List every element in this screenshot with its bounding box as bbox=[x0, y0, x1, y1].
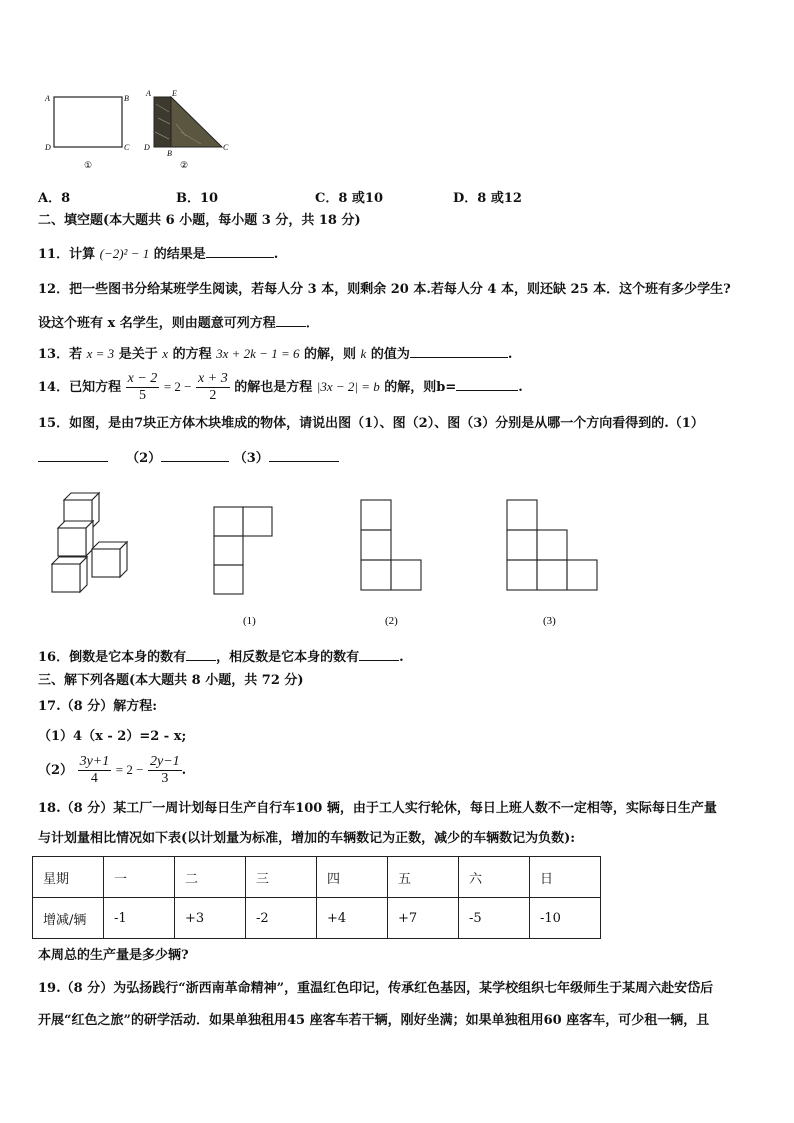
table-row bbox=[33, 898, 601, 939]
question-13: 13．若 x = 3 是关于 x 的方程 3x + 2k − 1 = 6 的解，则 k 的值为 . bbox=[38, 343, 512, 364]
table-cell: 六 bbox=[459, 857, 530, 898]
q13-post2: 的值为 bbox=[370, 347, 410, 362]
view-2-figure bbox=[361, 500, 421, 590]
label-E2: E bbox=[172, 89, 177, 98]
view-1-figure bbox=[214, 507, 272, 594]
figure-rectangle bbox=[44, 94, 130, 170]
label-D2: D bbox=[144, 143, 150, 152]
label-A2: A bbox=[146, 89, 151, 98]
q16-part-b: ，相反数是它本身的数有 bbox=[216, 650, 360, 665]
table-cell: 三 bbox=[246, 857, 317, 898]
q15-blank-3[interactable] bbox=[269, 447, 339, 462]
question-17-part-2: （2） $\frac{3y+1}{4}$ = 2 − $\frac{2y-1}{3}$ . bbox=[38, 754, 187, 786]
q14-fraction-1: $\frac{x - 2}{5}$ bbox=[127, 371, 158, 403]
view-caption-1: (1) bbox=[243, 615, 256, 627]
q14-fraction-2: $\frac{x + 3}{2}$ bbox=[198, 371, 228, 403]
table-cell: -10 bbox=[530, 898, 601, 939]
q12-answer-blank[interactable] bbox=[276, 312, 306, 327]
view-caption-2: (2) bbox=[385, 615, 398, 627]
q13-equation: 3x + 2k − 1 = 6 bbox=[216, 346, 300, 361]
q14-abs-equation: |3x − 2| = b bbox=[316, 379, 380, 394]
q15-blank-2[interactable] bbox=[161, 447, 229, 462]
q15-blank-1[interactable] bbox=[38, 447, 108, 462]
table-cell: 增减/辆 bbox=[33, 898, 104, 939]
figure-caption-2: ② bbox=[180, 160, 189, 170]
q16-part-a: 16．倒数是它本身的数有 bbox=[38, 650, 187, 665]
q13-variable: x bbox=[162, 346, 169, 361]
question-14: 14．已知方程 $\frac{x - 2}{5}$ = 2 − $\frac{x + 3}{2}$ 的解也是方程 |3x − 2| = b 的解，则b= . bbox=[38, 371, 523, 403]
table-cell: 五 bbox=[388, 857, 459, 898]
q15-label-3: （3） bbox=[233, 451, 269, 466]
q12-prompt: 设这个班有 x 名学生，则由题意可列方程 bbox=[38, 316, 276, 331]
section-solve-heading: 三、解下列各题(本大题共 8 小题，共 72 分) bbox=[38, 673, 304, 688]
q17-part2-prefix: （2） bbox=[38, 763, 74, 778]
q13-answer-blank[interactable] bbox=[410, 343, 508, 358]
question-17-title: 17.（8 分）解方程: bbox=[38, 699, 157, 714]
question-12-line2: 设这个班有 x 名学生，则由题意可列方程 ． bbox=[38, 312, 319, 333]
q14-post: 的解，则b= bbox=[384, 380, 457, 395]
question-11: 11．计算 (−2)² − 1 的结果是 . bbox=[38, 243, 278, 264]
label-B1: B bbox=[124, 94, 129, 103]
option-c: C．8 或10 bbox=[315, 191, 384, 206]
q17-fraction-2: $\frac{2y-1}{3}$ bbox=[149, 754, 180, 786]
table-row bbox=[33, 857, 601, 898]
table-cell: 四 bbox=[317, 857, 388, 898]
question-16: 16．倒数是它本身的数有 ，相反数是它本身的数有 . bbox=[38, 646, 404, 667]
table-cell: +3 bbox=[175, 898, 246, 939]
label-C2: C bbox=[223, 143, 229, 152]
option-a: A．8 bbox=[38, 191, 71, 206]
question-18-ask: 本周总的生产量是多少辆? bbox=[38, 948, 189, 963]
view-caption-3: (3) bbox=[543, 615, 556, 627]
q17-fraction-1: $\frac{3y+1}{4}$ bbox=[79, 754, 110, 786]
option-d: D．8 或12 bbox=[453, 191, 522, 206]
production-table bbox=[32, 856, 601, 939]
q14-mid: 的解也是方程 bbox=[234, 380, 313, 395]
top-figures bbox=[36, 84, 246, 180]
label-D1: D bbox=[45, 143, 51, 152]
question-15-line1: 15．如图，是由7块正方体木块堆成的物体，请说出图（1）、图（2）、图（3）分别是从哪一个方向看得到的.（1） bbox=[38, 416, 704, 431]
figure-folded bbox=[143, 89, 229, 170]
table-cell: +4 bbox=[317, 898, 388, 939]
view-3-figure bbox=[507, 500, 597, 590]
question-18-line1: 18.（8 分）某工厂一周计划每日生产自行车100 辆，由于工人实行轮休，每日上班人数不一定相等，实际每日生产量 bbox=[38, 801, 717, 816]
table-cell: -1 bbox=[104, 898, 175, 939]
table-cell: 星期 bbox=[33, 857, 104, 898]
q11-answer-blank[interactable] bbox=[206, 243, 274, 258]
q14-prefix: 14．已知方程 bbox=[38, 380, 122, 395]
label-A1: A bbox=[45, 94, 50, 103]
table-cell: 日 bbox=[530, 857, 601, 898]
q11-suffix: 的结果是 bbox=[153, 247, 206, 262]
q15-label-2: （2） bbox=[126, 451, 162, 466]
section-fill-in-heading: 二、填空题(本大题共 6 小题，每小题 3 分，共 18 分) bbox=[38, 213, 361, 228]
cube-stack-figure bbox=[52, 493, 127, 592]
q14-answer-blank[interactable] bbox=[456, 376, 518, 391]
q16-blank-2[interactable] bbox=[359, 646, 399, 661]
q11-expression: (−2)² − 1 bbox=[99, 246, 150, 261]
q15-figures bbox=[40, 488, 620, 633]
q11-prefix: 11．计算 bbox=[38, 247, 96, 262]
table-cell: 二 bbox=[175, 857, 246, 898]
q17-equals: = 2 − bbox=[115, 762, 144, 777]
figure-caption-1: ① bbox=[84, 160, 93, 170]
question-18-line2: 与计划量相比情况如下表(以计划量为标准，增加的车辆数记为正数，减少的车辆数记为负数): bbox=[38, 831, 576, 846]
option-b: B．10 bbox=[176, 191, 219, 206]
q13-mid2: 的方程 bbox=[172, 347, 212, 362]
q13-prefix: 13．若 bbox=[38, 347, 83, 362]
table-cell: 一 bbox=[104, 857, 175, 898]
question-15-line2 bbox=[38, 447, 339, 468]
q16-blank-1[interactable] bbox=[186, 646, 216, 661]
table-cell: +7 bbox=[388, 898, 459, 939]
question-17-part-1: （1）4（x - 2）=2 - x; bbox=[38, 729, 187, 744]
q13-condition: x = 3 bbox=[86, 346, 115, 361]
q13-post: 的解，则 bbox=[304, 347, 357, 362]
question-19-line1: 19.（8 分）为弘扬践行“浙西南革命精神”，重温红色印记，传承红色基因，某学校组织七年级师生于某周六赴安岱后 bbox=[38, 981, 714, 996]
label-B2: B bbox=[167, 149, 172, 158]
q14-equals: = 2 − bbox=[163, 379, 192, 394]
label-C1: C bbox=[124, 143, 130, 152]
question-19-line2: 开展“红色之旅”的研学活动．如果单独租用45 座客车若干辆，刚好坐满；如果单独租用60 座客车，可少租一辆，且 bbox=[38, 1013, 710, 1028]
q13-k: k bbox=[360, 346, 367, 361]
table-cell: -2 bbox=[246, 898, 317, 939]
q13-mid: 是关于 bbox=[118, 347, 158, 362]
table-cell: -5 bbox=[459, 898, 530, 939]
question-12-line1: 12．把一些图书分给某班学生阅读，若每人分 3 本，则剩余 20 本.若每人分 4 本，则还缺 25 本．这个班有多少学生? bbox=[38, 282, 731, 297]
